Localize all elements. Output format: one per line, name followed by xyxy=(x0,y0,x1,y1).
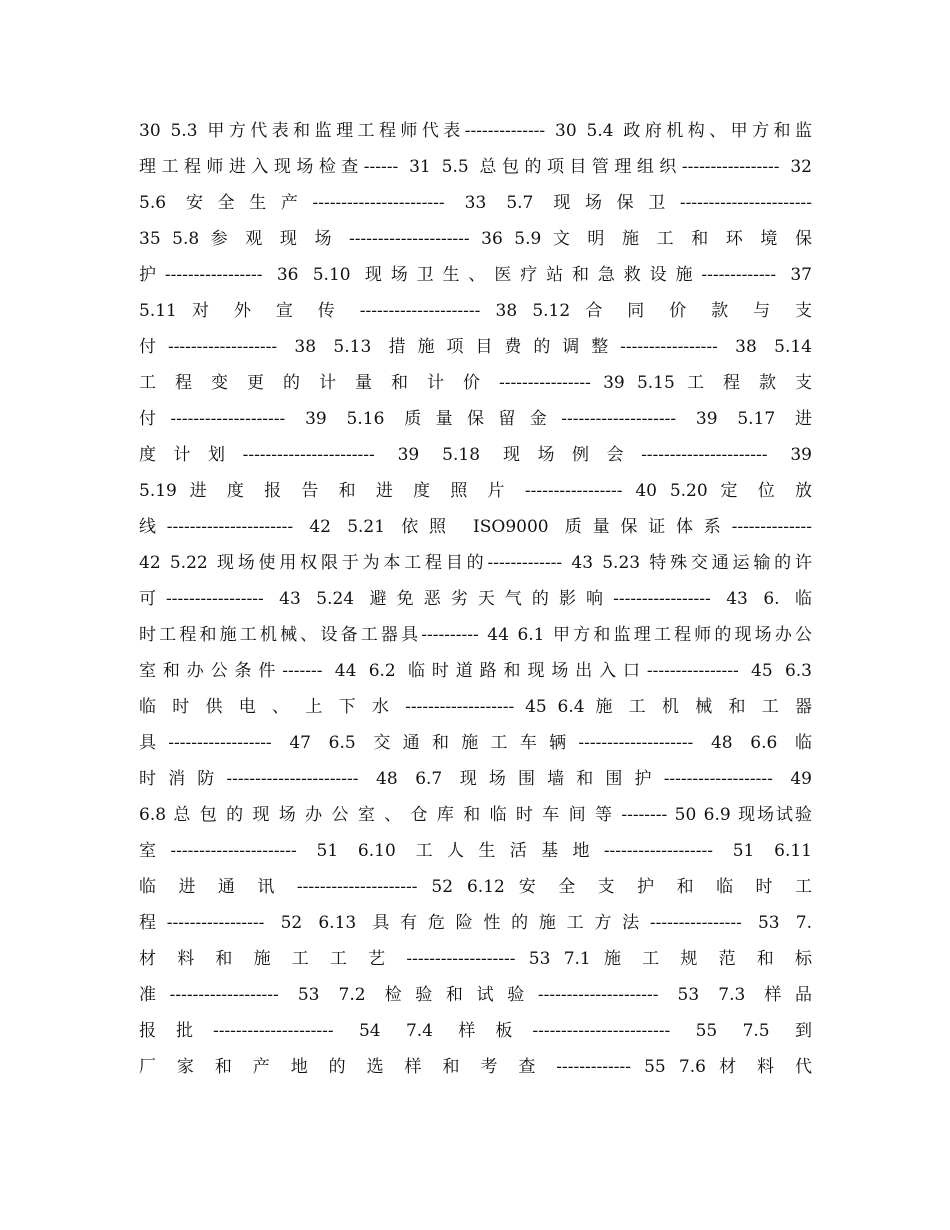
toc-line: 35 5.8 参 观 现 场 --------------------- 36 5.9 文 明 施 工 和 环 境 保 xyxy=(139,229,812,249)
toc-line: 室---------------------- 51 6.10 工人生活基地------------------- 51 6.11 xyxy=(139,841,812,861)
toc-line: 42 5.22 现场使用权限于为本工程目的------------- 43 5.23 特殊交通运输的许 xyxy=(139,553,812,573)
toc-line: 5.6 安全生产----------------------- 33 5.7 现场保卫----------------------- xyxy=(139,193,812,213)
toc-line: 室和办公条件------- 44 6.2 临时道路和现场出入口---------------- 45 6.3 xyxy=(139,661,812,681)
toc-line: 临 进 通 讯 --------------------- 52 6.12 安 全 支 护 和 临 时 工 xyxy=(139,877,812,897)
toc-line: 5.19 进 度 报 告 和 进 度 照 片 ----------------- 40 5.20 定 位 放 xyxy=(139,481,812,501)
toc-line: 理工程师进入现场检查------ 31 5.5 总包的项目管理组织----------------- 32 xyxy=(139,157,812,177)
toc-line: 付------------------- 38 5.13 措施项目费的调整----------------- 38 5.14 xyxy=(139,337,812,357)
toc-line: 付-------------------- 39 5.16 质量保留金-------------------- 39 5.17 进 xyxy=(139,409,812,429)
toc-line: 护----------------- 36 5.10 现场卫生、医疗站和急救设施------------- 37 xyxy=(139,265,812,285)
toc-line: 厂 家 和 产 地 的 选 样 和 考 查 ------------- 55 7.6 材 料 代 xyxy=(139,1057,812,1077)
toc-line: 时消防----------------------- 48 6.7 现场围墙和围护------------------- 49 xyxy=(139,769,812,789)
toc-line: 具------------------ 47 6.5 交通和施工车辆-------------------- 48 6.6 临 xyxy=(139,733,812,753)
toc-line: 5.11 对 外 宣 传 --------------------- 38 5.12 合 同 价 款 与 支 xyxy=(139,301,812,321)
table-of-contents-text xyxy=(139,113,812,1085)
toc-line: 临 时 供 电 、 上 下 水 ------------------- 45 6.4 施 工 机 械 和 工 器 xyxy=(139,697,812,717)
toc-line: 程----------------- 52 6.13 具有危险性的施工方法---------------- 53 7. xyxy=(139,913,812,933)
toc-line: 度计划----------------------- 39 5.18 现场例会---------------------- 39 xyxy=(139,445,812,465)
toc-line: 报批--------------------- 54 7.4 样板------------------------ 55 7.5 到 xyxy=(139,1021,812,1041)
toc-line: 准------------------- 53 7.2 检验和试验--------------------- 53 7.3 样品 xyxy=(139,985,812,1005)
toc-line: 线---------------------- 42 5.21 依照 ISO9000 质量保证体系-------------- xyxy=(139,517,812,537)
toc-line: 可----------------- 43 5.24 避免恶劣天气的影响----------------- 43 6. 临 xyxy=(139,589,812,609)
toc-line: 6.8 总 包 的 现 场 办 公 室 、 仓 库 和 临 时 车 间 等 -------- 50 6.9 现场试验 xyxy=(139,805,812,825)
toc-line: 工 程 变 更 的 计 量 和 计 价 ---------------- 39 5.15 工 程 款 支 xyxy=(139,373,812,393)
toc-line: 30 5.3 甲方代表和监理工程师代表-------------- 30 5.4 政府机构、甲方和监 xyxy=(139,121,812,141)
toc-line: 材 料 和 施 工 工 艺 ------------------- 53 7.1 施 工 规 范 和 标 xyxy=(139,949,812,969)
toc-line: 时工程和施工机械、设备工器具---------- 44 6.1 甲方和监理工程师的现场办公 xyxy=(139,625,812,645)
